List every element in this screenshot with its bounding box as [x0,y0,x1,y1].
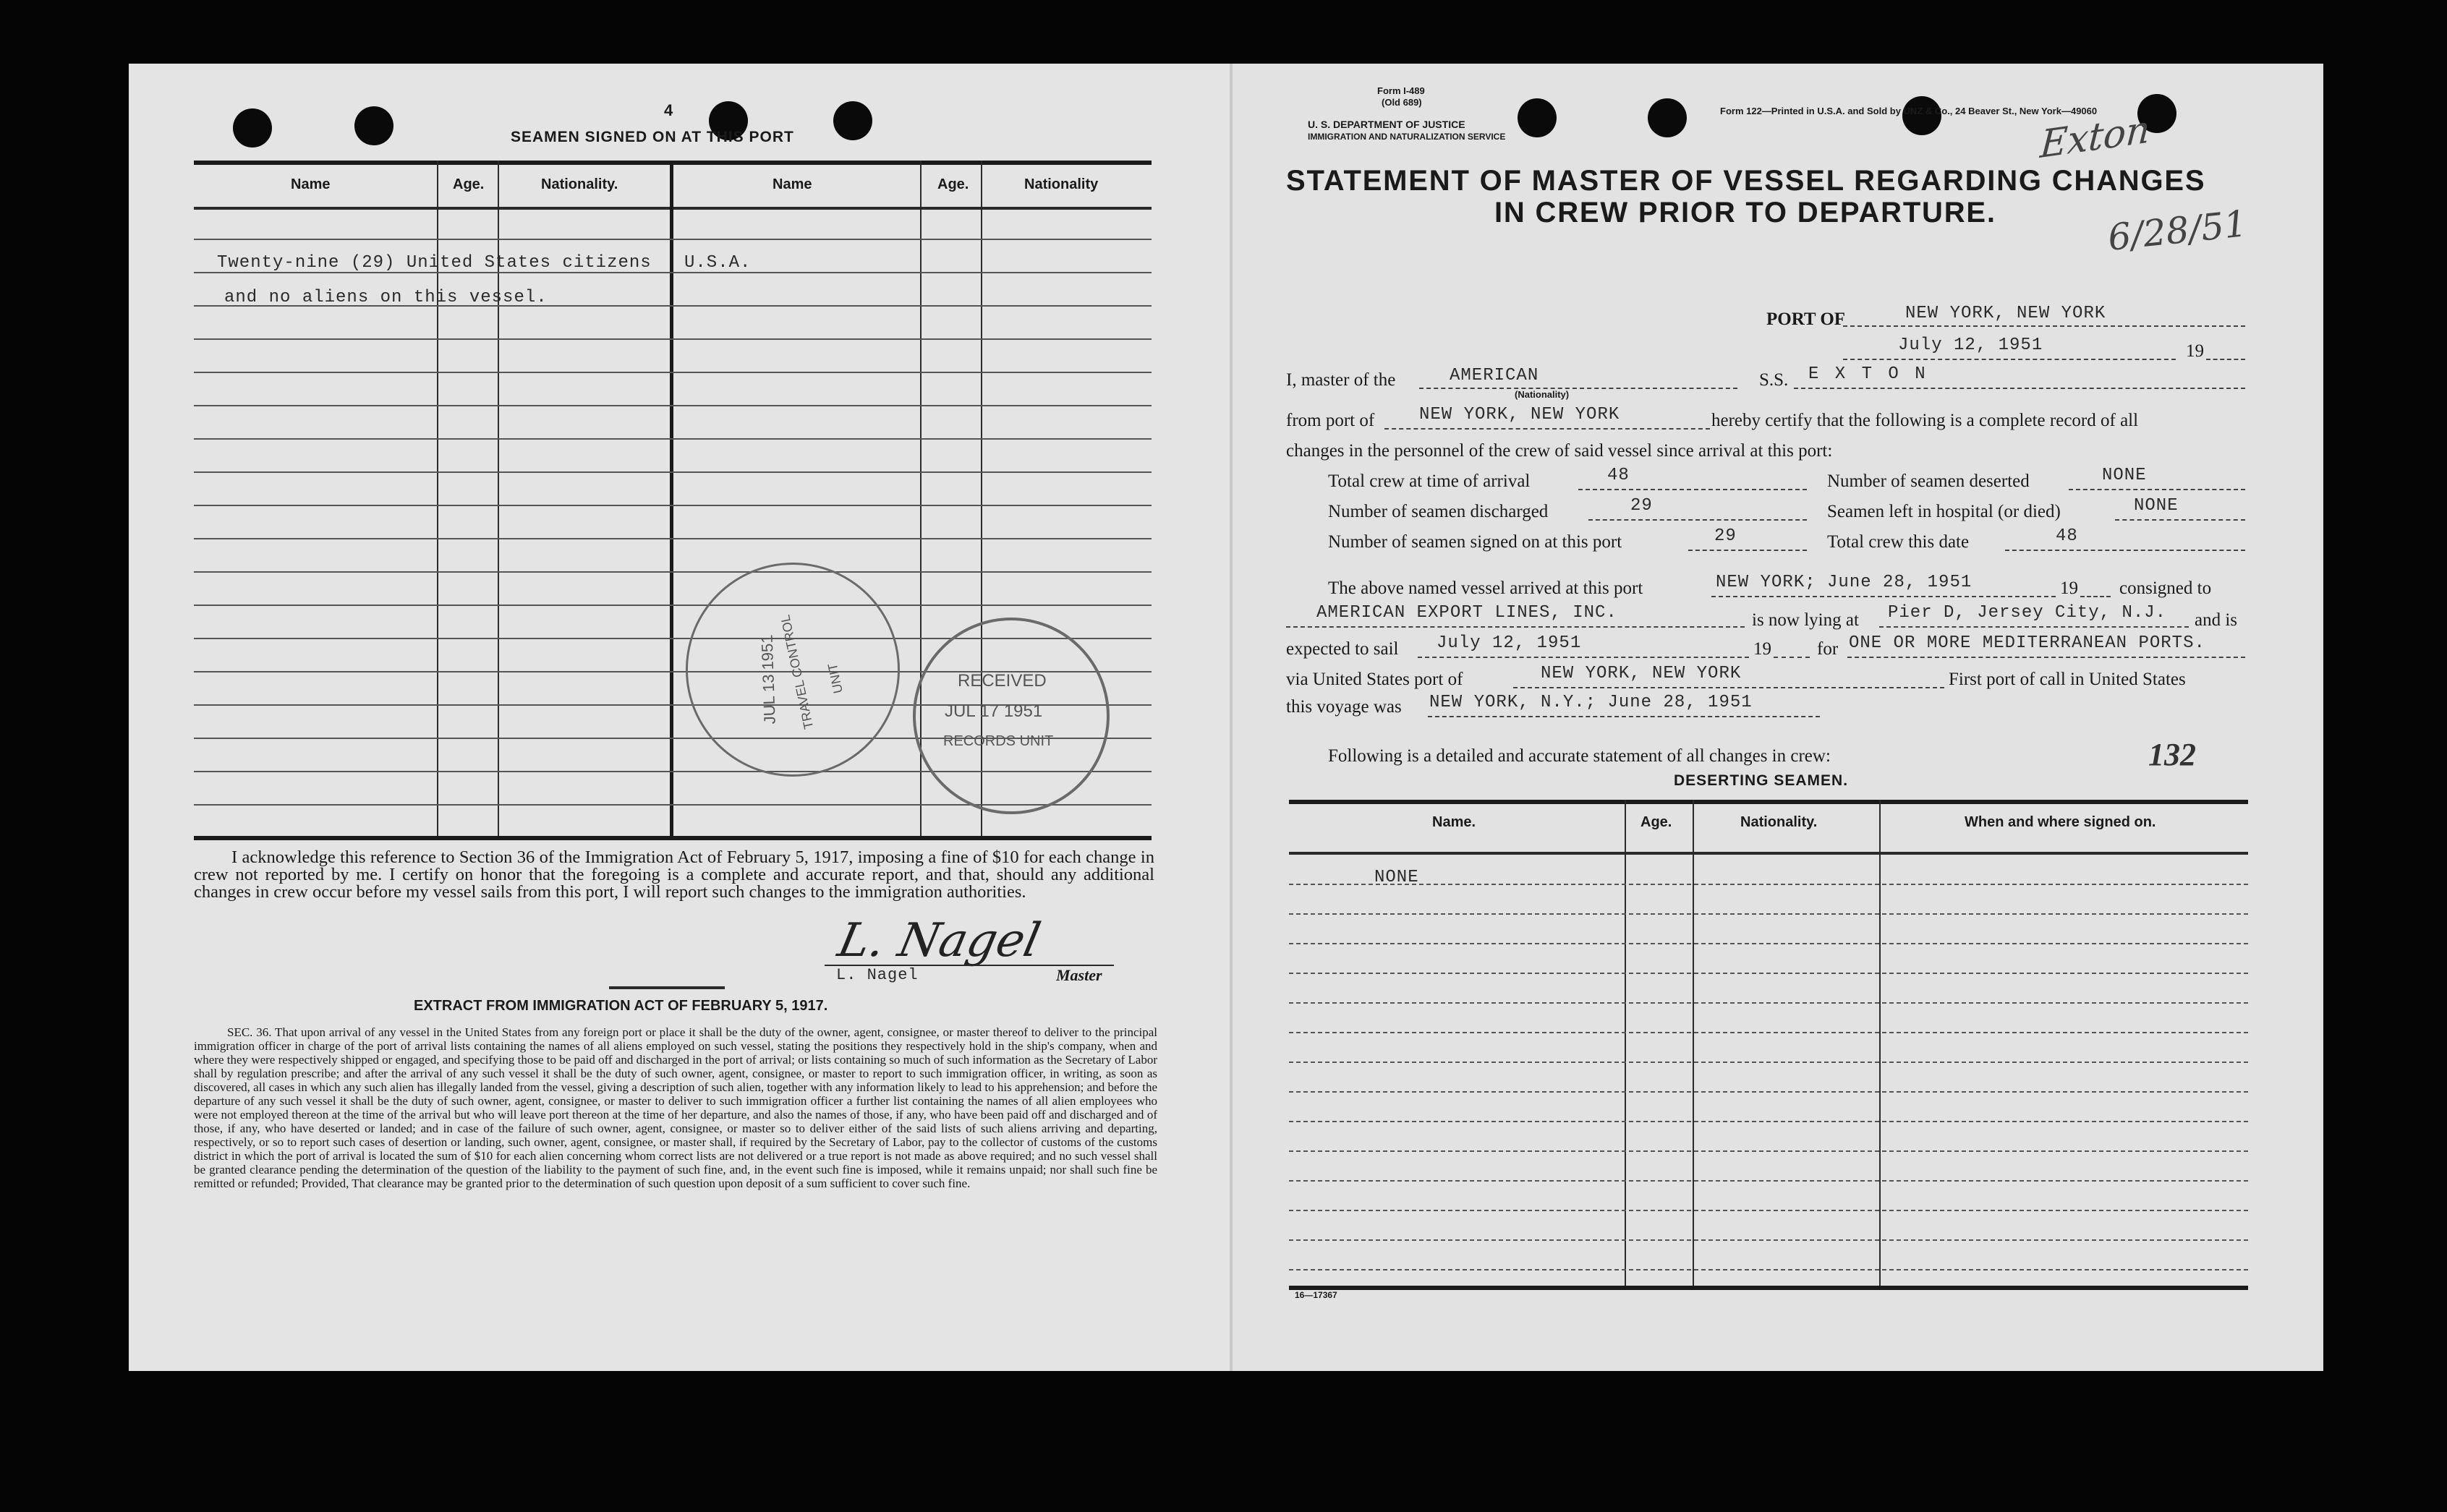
signed-on-label: Number of seamen signed on at this port [1328,532,1622,552]
ruled-line [1289,913,2248,915]
certify-text: hereby certify that the following is a complete record of all [1711,411,2139,430]
first-port-label: First port of call in United States [1949,670,2186,689]
ruled-line [1289,973,2248,974]
ruled-line [194,438,1152,440]
department: U. S. DEPARTMENT OF JUSTICE [1308,119,1465,130]
ruled-line [194,505,1152,506]
following-text: Following is a detailed and accurate statement of all changes in crew: [1328,746,1831,766]
lying-value: Pier D, Jersey City, N.J. [1888,603,2167,623]
ruled-line [1289,1032,2248,1033]
form-title-line2: IN CREW PRIOR TO DEPARTURE. [1494,197,1996,228]
handwritten-number: 132 [2148,737,2196,772]
total-date-label: Total crew this date [1827,532,1970,552]
extract-text: SEC. 36. That upon arrival of any vessel in the United States from any foreign port or place it shall be the duty of the owner, agent, consignee, or master thereof to deliver to the principal immigration officer in charge of the port of arrival lists containing the names of all aliens employed on such vessel, stating the positions they respectively hold in the ship's company, when and where they were respectively shipped or engaged, and specifying those to be paid off and discharged in the port of arrival; or lists containing so much of such information as the Secretary of Labor shall by regulation prescribe; and after the arrival of any such vessel it shall be the duty of such owner, agent, consignee, or master to report to such immigration officer, in writing, as soon as discovered, all cases in which any such alien has illegally landed from the vessel, giving a description of such alien, together with any information likely to lead to his apprehension; and before the departure of any such vessel it shall be the duty of such owner, agent, consignee, or master to deliver to such immigration officer a further list containing the names of all alien employees who were not employed thereon at the time of the arrival but who will leave port thereon at the time of her departure, and also the names of those, if any, who have been paid off and discharged and of those, if any, who have deserted or landed; and in case of the failure of such owner, agent, consignee, or master so to deliver either of the said lists of such aliens arriving and departing, respectively, or so to report such cases of desertion or landing, such owner, agent, consignee, or master shall, if required by the Secretary of Labor, pay to the collector of customs of the customs district in which the port of arrival is located the sum of $10 for each alien concerning whom correct lists are not delivered or a true report is not made as above required; and no such vessel shall be granted clearance pending the determination of the question of the liability to the payment of such fine, and, in the event such fine is imposed, while it remains unpaid; nor shall such fine be remitted or refunded; Provided, That clearance may be granted prior to the determination of such question upon deposit of a sum sufficient to cover such fine. [194,1025,1157,1190]
consigned-label: consigned to [2119,578,2212,598]
form-number: Form I-489 [1377,85,1425,96]
master-of-label: I, master of the [1286,370,1396,390]
port-of-value: NEW YORK, NEW YORK [1905,304,2106,323]
ruled-line [1289,1150,2248,1152]
desert-col-name: Name. [1432,814,1476,830]
signature-typed-name: L. Nagel [836,966,919,984]
ruled-line [194,538,1152,539]
voyage-value: NEW YORK, N.Y.; June 28, 1951 [1429,693,1753,712]
ruled-line [1289,1269,2248,1270]
ruled-line [1289,884,2248,885]
desert-col-nationality: Nationality. [1740,814,1818,830]
left-heading: SEAMEN SIGNED ON AT THIS PORT [511,129,794,145]
ruled-line [194,338,1152,340]
and-is-label: and is [2195,610,2238,630]
ruled-line [1289,1239,2248,1241]
page-number: 4 [664,101,673,119]
punch-hole [1518,98,1557,137]
desert-col-when-where: When and where signed on. [1965,814,2156,830]
deserted-label: Number of seamen deserted [1827,471,2030,491]
from-port-value: NEW YORK, NEW YORK [1419,405,1620,424]
ruled-line [1289,1091,2248,1093]
master-label: Master [1056,966,1102,984]
ruled-line [1289,1210,2248,1211]
extract-title: EXTRACT FROM IMMIGRATION ACT OF FEBRUARY 5, 1917. [414,998,828,1014]
expected-label: expected to sail [1286,639,1399,659]
date-value: July 12, 1951 [1898,336,2043,355]
nationality-value: AMERICAN [1450,366,1539,385]
ruled-line [1289,943,2248,944]
arrived-label: The above named vessel arrived at this port [1328,578,1643,598]
ruled-line [194,571,1152,573]
lying-label: is now lying at [1752,610,1859,630]
form-title-line1: STATEMENT OF MASTER OF VESSEL REGARDING CHANGES [1286,165,2206,197]
signed-on-value: 29 [1714,526,1737,546]
typed-nationality: U.S.A. [684,253,752,273]
ss-label: S.S. [1759,370,1789,390]
col-header-nationality: Nationality. [541,176,618,192]
via-value: NEW YORK, NEW YORK [1541,664,1742,683]
year-suffix-3: 19 [1753,639,1771,659]
handwritten-vessel-name: Exton [2038,107,2152,168]
consignee-value: AMERICAN EXPORT LINES, INC. [1316,603,1617,623]
vessel-name-value: E X T O N [1808,364,1928,384]
ruled-line [194,405,1152,406]
destination-value: ONE OR MORE MEDITERRANEAN PORTS. [1849,633,2205,653]
form-old: (Old 689) [1382,97,1422,108]
ruled-line [194,605,1152,606]
typed-line-1: Twenty-nine (29) United States citizens [217,253,652,273]
records-unit-stamp: RECEIVED JUL 17 1951 RECORDS UNIT [913,618,1110,814]
ruled-line [194,372,1152,373]
typed-line-2: and no aliens on this vessel. [224,288,548,307]
ruled-line [1289,1002,2248,1004]
none-entry: NONE [1374,868,1419,887]
for-label: for [1817,639,1839,659]
hospital-value: NONE [2134,496,2179,516]
expected-value: July 12, 1951 [1437,633,1582,653]
page-fold [1230,64,1233,1371]
deserted-value: NONE [2102,466,2147,485]
total-date-value: 48 [2056,526,2078,546]
master-signature: L. Nagel [833,914,1045,968]
col-header-age: Age. [453,176,485,192]
ruled-line [194,471,1152,473]
via-label: via United States port of [1286,670,1463,689]
travel-control-stamp: JUL 13 1951 TRAVEL CONTROL UNIT [665,542,919,796]
ruled-line [1289,1121,2248,1122]
arrived-value: NEW YORK; June 28, 1951 [1716,573,1973,592]
ruled-line [1289,1062,2248,1063]
acknowledgement-text: I acknowledge this reference to Section 36 of the Immigration Act of February 5, 1917, imposing a fine of $10 for each change in crew not reported by me. I certify on honor that the foregoing is a complete and accurate report, and that, should any additional changes in crew occur before my vessel sails from this port, I will report such changes to the immigration authorities. [194,847,1154,902]
deserting-heading: DESERTING SEAMEN. [1674,772,1849,789]
col-header-name: Name [291,176,331,192]
ruled-line [1289,1180,2248,1182]
printer-line: Form 122—Printed in U.S.A. and Sold by UNZ & Co., 24 Beaver St., New York—49060 [1720,106,2098,116]
total-arrival-label: Total crew at time of arrival [1328,471,1531,491]
punch-hole [1648,98,1687,137]
right-page [1231,64,2323,1371]
desert-col-age: Age. [1640,814,1672,830]
year-suffix: 19 [2186,341,2204,361]
ruled-line [194,239,1152,240]
year-suffix-2: 19 [2060,578,2078,598]
hospital-label: Seamen left in hospital (or died) [1827,502,2061,521]
punch-hole [833,101,872,140]
changes-text: changes in the personnel of the crew of said vessel since arrival at this port: [1286,441,1833,461]
handwritten-date: 6/28/51 [2106,202,2250,259]
footer-code: 16—17367 [1295,1290,1337,1300]
discharged-value: 29 [1630,496,1653,516]
total-arrival-value: 48 [1607,466,1630,485]
voyage-label: this voyage was [1286,697,1402,717]
from-port-label: from port of [1286,411,1375,430]
punch-hole [233,108,272,148]
col-header-nationality-2: Nationality [1024,176,1099,192]
port-of-label: PORT OF [1766,309,1846,329]
discharged-label: Number of seamen discharged [1328,502,1549,521]
col-header-name-2: Name [773,176,812,192]
service: IMMIGRATION AND NATURALIZATION SERVICE [1308,132,1506,142]
nationality-label: (Nationality) [1515,389,1570,400]
col-header-age-2: Age. [937,176,969,192]
punch-hole [354,106,393,145]
